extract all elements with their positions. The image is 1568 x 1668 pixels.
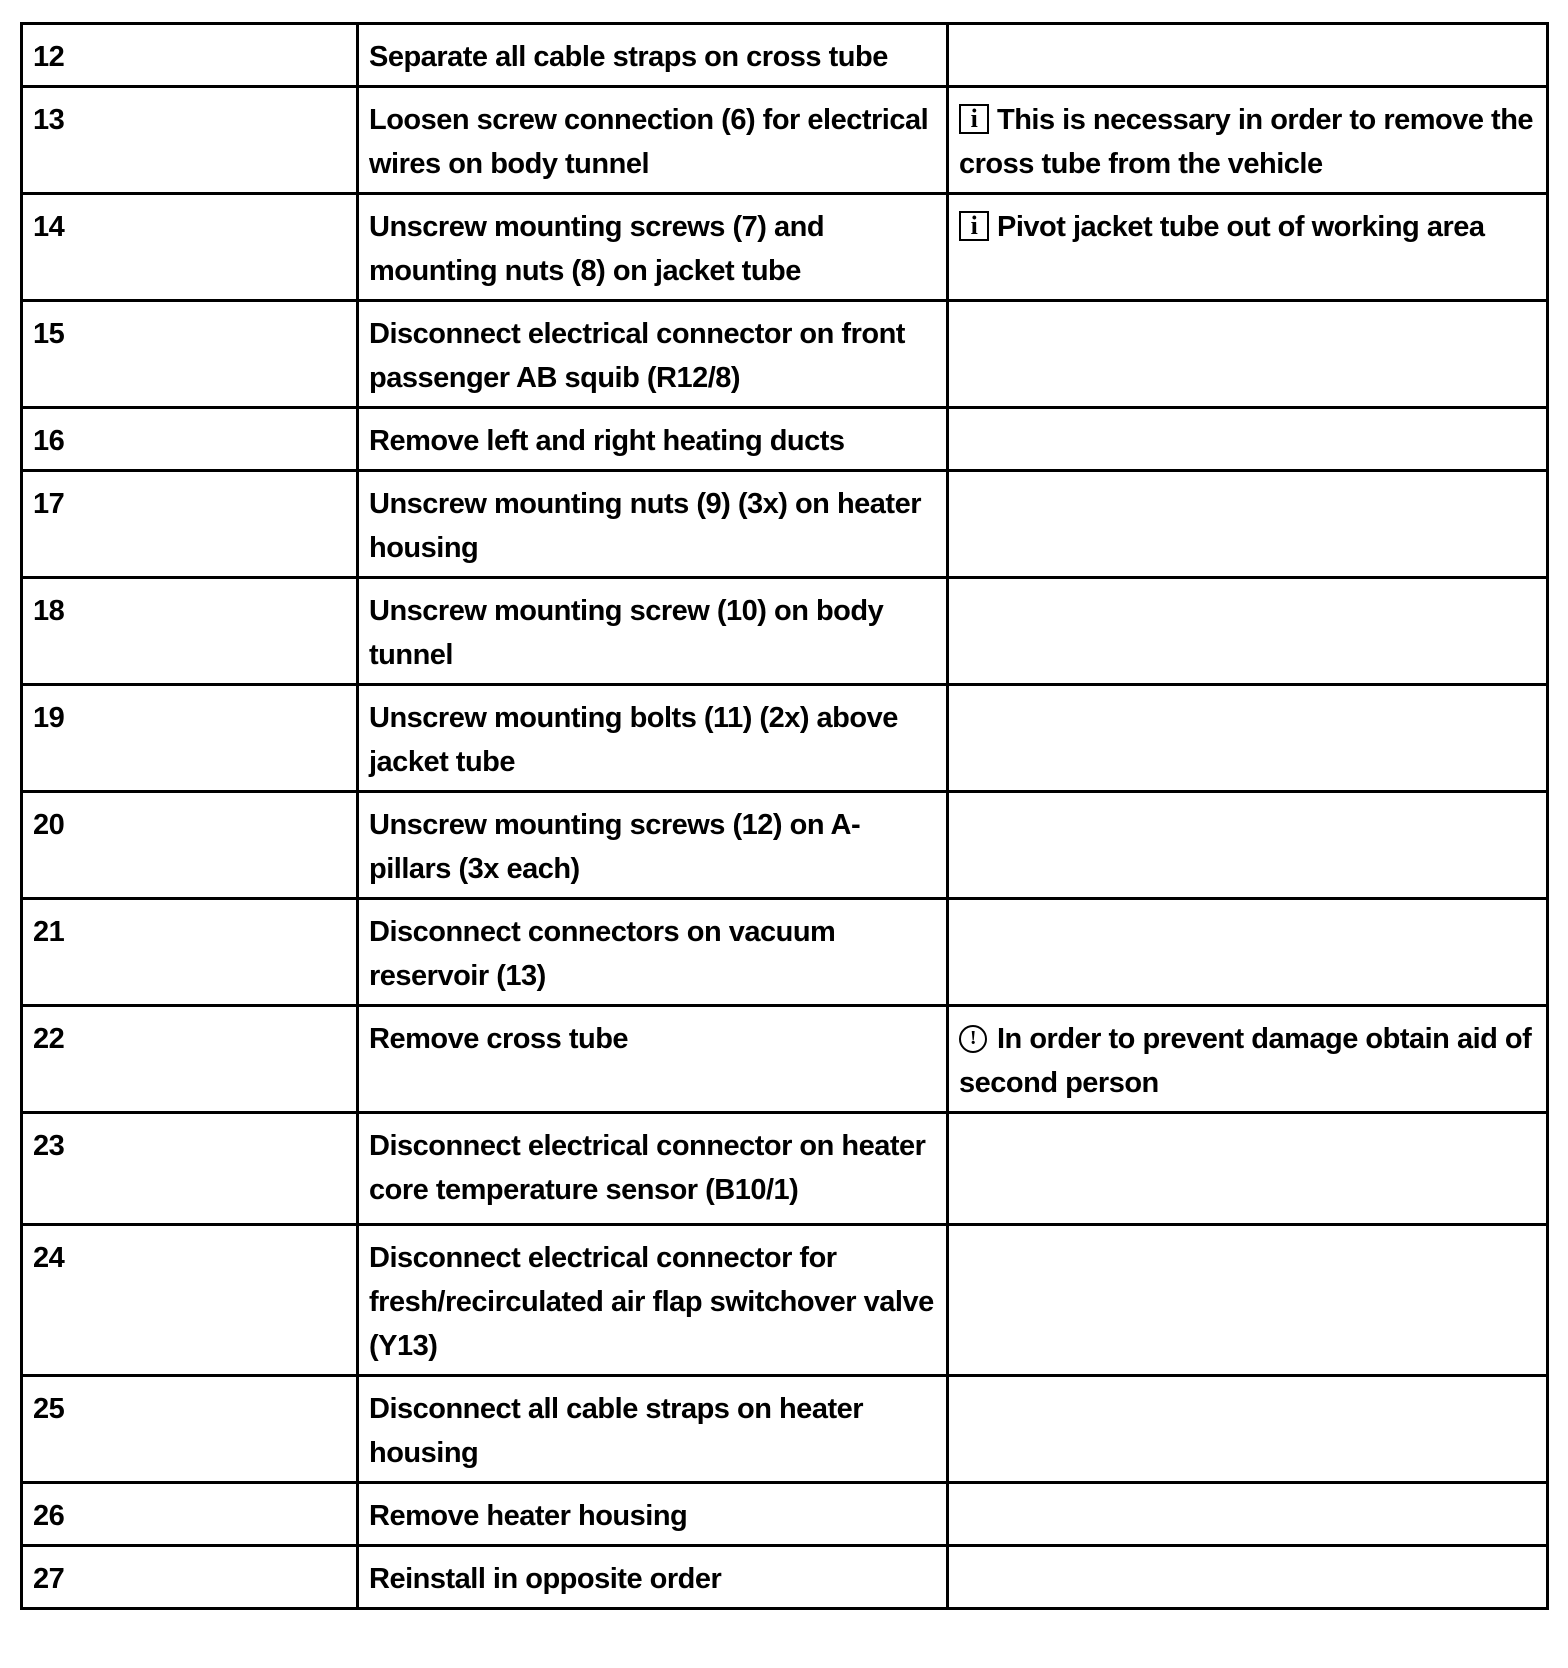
note-cell bbox=[948, 87, 1548, 194]
operation-text: Disconnect electrical connector on front passenger AB squib (R12/8) bbox=[358, 301, 948, 408]
operation-text: Disconnect electrical connector on heater core temperature sensor (B10/1) bbox=[358, 1113, 948, 1225]
step-number: 19 bbox=[22, 685, 358, 792]
operation-text: Remove heater housing bbox=[358, 1483, 948, 1546]
operation-text: Remove left and right heating ducts bbox=[358, 408, 948, 471]
note-cell bbox=[948, 1483, 1548, 1546]
procedure-table bbox=[20, 22, 1549, 1610]
table-row bbox=[22, 408, 1548, 471]
step-number: 24 bbox=[22, 1225, 358, 1376]
note-cell bbox=[948, 194, 1548, 301]
note-cell bbox=[948, 1006, 1548, 1113]
operation-text: Remove cross tube bbox=[358, 1006, 948, 1113]
step-number: 20 bbox=[22, 792, 358, 899]
table-row bbox=[22, 685, 1548, 792]
operation-text: Unscrew mounting screws (12) on A-pillars (3x each) bbox=[358, 792, 948, 899]
step-number: 22 bbox=[22, 1006, 358, 1113]
step-number: 15 bbox=[22, 301, 358, 408]
note-cell bbox=[948, 1113, 1548, 1225]
step-number: 12 bbox=[22, 24, 358, 87]
operation-text: Disconnect all cable straps on heater housing bbox=[358, 1376, 948, 1483]
table-row bbox=[22, 899, 1548, 1006]
note-cell bbox=[948, 1546, 1548, 1609]
note-cell bbox=[948, 301, 1548, 408]
step-number: 14 bbox=[22, 194, 358, 301]
step-number: 21 bbox=[22, 899, 358, 1006]
operation-text: Loosen screw connection (6) for electrical wires on body tunnel bbox=[358, 87, 948, 194]
step-number: 18 bbox=[22, 578, 358, 685]
table-row bbox=[22, 792, 1548, 899]
note-cell bbox=[948, 408, 1548, 471]
info-icon: i bbox=[959, 104, 989, 134]
table-row bbox=[22, 1113, 1548, 1225]
operation-text: Unscrew mounting screws (7) and mounting nuts (8) on jacket tube bbox=[358, 194, 948, 301]
table-row bbox=[22, 87, 1548, 194]
note-text: In order to prevent damage obtain aid of second person bbox=[959, 1023, 1532, 1099]
step-number: 16 bbox=[22, 408, 358, 471]
table-row bbox=[22, 194, 1548, 301]
step-number: 17 bbox=[22, 471, 358, 578]
caution-icon: ! bbox=[959, 1025, 987, 1053]
table-row bbox=[22, 24, 1548, 87]
note-cell bbox=[948, 578, 1548, 685]
note-cell bbox=[948, 1225, 1548, 1376]
note-cell bbox=[948, 899, 1548, 1006]
operation-text: Unscrew mounting nuts (9) (3x) on heater housing bbox=[358, 471, 948, 578]
table-row bbox=[22, 578, 1548, 685]
step-number: 23 bbox=[22, 1113, 358, 1225]
procedure-sheet bbox=[20, 22, 1546, 1610]
operation-text: Separate all cable straps on cross tube bbox=[358, 24, 948, 87]
table-row bbox=[22, 1376, 1548, 1483]
step-number: 26 bbox=[22, 1483, 358, 1546]
operation-text: Reinstall in opposite order bbox=[358, 1546, 948, 1609]
operation-text: Unscrew mounting bolts (11) (2x) above jacket tube bbox=[358, 685, 948, 792]
step-number: 25 bbox=[22, 1376, 358, 1483]
table-row bbox=[22, 471, 1548, 578]
step-number: 27 bbox=[22, 1546, 358, 1609]
note-cell bbox=[948, 471, 1548, 578]
note-cell bbox=[948, 1376, 1548, 1483]
operation-text: Disconnect connectors on vacuum reservoir (13) bbox=[358, 899, 948, 1006]
operation-text: Disconnect electrical connector for fresh/recirculated air flap switchover valve (Y13) bbox=[358, 1225, 948, 1376]
note-cell bbox=[948, 792, 1548, 899]
step-number: 13 bbox=[22, 87, 358, 194]
note-cell bbox=[948, 24, 1548, 87]
note-cell bbox=[948, 685, 1548, 792]
table-row bbox=[22, 301, 1548, 408]
table-row bbox=[22, 1546, 1548, 1609]
operation-text: Unscrew mounting screw (10) on body tunnel bbox=[358, 578, 948, 685]
table-row bbox=[22, 1006, 1548, 1113]
table-row bbox=[22, 1483, 1548, 1546]
note-text: This is necessary in order to remove the cross tube from the vehicle bbox=[959, 104, 1534, 180]
note-text: Pivot jacket tube out of working area bbox=[997, 211, 1485, 243]
info-icon: i bbox=[959, 211, 989, 241]
table-row bbox=[22, 1225, 1548, 1376]
